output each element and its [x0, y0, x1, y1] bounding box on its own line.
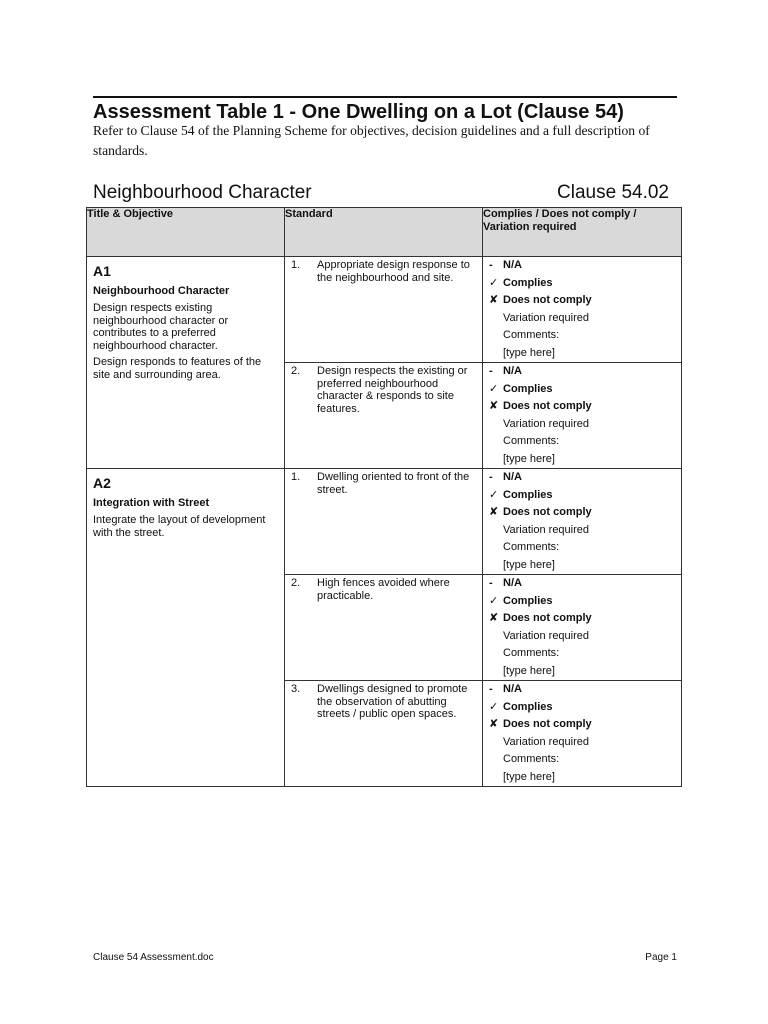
option-label: N/A	[503, 577, 522, 589]
comments-field[interactable]: [type here]	[503, 770, 555, 783]
comments-field[interactable]: [type here]	[503, 346, 555, 359]
standard-item	[285, 469, 482, 496]
compliance-cell	[483, 363, 682, 469]
comments-field[interactable]: [type here]	[503, 558, 555, 571]
standard-item	[285, 257, 482, 284]
cross-icon: ✘	[489, 718, 499, 730]
objective-name: Integration with Street	[93, 497, 210, 509]
section-clause: Clause 54.02	[557, 182, 669, 203]
dash-icon: -	[489, 259, 493, 271]
compliance-cell	[483, 575, 682, 681]
option-complies[interactable]	[489, 699, 675, 717]
option-label: Complies	[503, 594, 553, 607]
objective-description: Integrate the layout of development with the street.	[93, 514, 266, 539]
checkmark-icon: ✓	[489, 382, 499, 395]
option-label: Does not comply	[503, 294, 592, 306]
option-complies[interactable]	[489, 381, 675, 399]
assessment-table	[86, 207, 682, 787]
option-variation[interactable]: Variation required	[503, 735, 590, 748]
option-variation[interactable]: Variation required	[503, 311, 590, 324]
standard-cell	[285, 257, 483, 363]
standard-text: Appropriate design response to the neighbourhood and site.	[317, 259, 470, 284]
standard-cell	[285, 363, 483, 469]
footer-doc-name: Clause 54 Assessment.doc	[93, 952, 214, 963]
option-complies[interactable]	[489, 593, 675, 611]
standard-item	[285, 363, 482, 415]
standard-number: 2.	[291, 365, 301, 377]
dash-icon: -	[489, 577, 493, 589]
option-label: Does not comply	[503, 718, 592, 730]
table-row	[87, 469, 682, 575]
footer-page-number: Page 1	[645, 952, 677, 963]
cross-icon: ✘	[489, 612, 499, 624]
objective-code: A1	[93, 263, 111, 279]
header-compliance: Complies / Does not comply / Variation required	[483, 208, 682, 257]
objective-name: Neighbourhood Character	[93, 285, 230, 297]
standard-number: 3.	[291, 683, 301, 695]
checkmark-icon: ✓	[489, 700, 499, 713]
standard-number: 1.	[291, 259, 301, 271]
compliance-options	[483, 469, 681, 574]
checkmark-icon: ✓	[489, 594, 499, 607]
option-label: Does not comply	[503, 506, 592, 518]
comments-field[interactable]: [type here]	[503, 664, 555, 677]
title-rule	[93, 96, 677, 124]
objective-code: A2	[93, 475, 111, 491]
header-standard: Standard	[285, 208, 483, 257]
comments-field[interactable]: [type here]	[503, 452, 555, 465]
dash-icon: -	[489, 365, 493, 377]
standard-number: 2.	[291, 577, 301, 589]
objective-block	[87, 469, 284, 547]
standard-text: High fences avoided where practicable.	[317, 577, 450, 602]
comments-label: Comments:	[503, 329, 560, 341]
compliance-cell	[483, 257, 682, 363]
option-na[interactable]	[489, 363, 675, 381]
standard-cell	[285, 575, 483, 681]
option-complies[interactable]	[489, 275, 675, 293]
section-name: Neighbourhood Character	[93, 182, 312, 203]
cross-icon: ✘	[489, 400, 499, 412]
objective-block	[87, 257, 284, 389]
compliance-cell	[483, 469, 682, 575]
option-na[interactable]	[489, 575, 675, 593]
section-heading	[93, 181, 669, 205]
option-does-not-comply[interactable]	[489, 716, 675, 734]
option-na[interactable]	[489, 257, 675, 275]
compliance-options	[483, 363, 681, 468]
option-variation[interactable]: Variation required	[503, 523, 590, 536]
objective-description: Design responds to features of the site and surrounding area.	[93, 356, 262, 381]
option-label: N/A	[503, 365, 522, 377]
standard-cell	[285, 681, 483, 787]
standard-number: 1.	[291, 471, 301, 483]
checkmark-icon: ✓	[489, 276, 499, 289]
intro-text: Refer to Clause 54 of the Planning Scheme for objectives, decision guidelines and a full description of standards.	[93, 123, 650, 158]
standard-text: Dwelling oriented to front of the street.	[317, 471, 470, 496]
standard-item	[285, 575, 482, 602]
option-label: N/A	[503, 683, 522, 695]
cross-icon: ✘	[489, 506, 499, 518]
option-na[interactable]	[489, 469, 675, 487]
option-na[interactable]	[489, 681, 675, 699]
comments-label: Comments:	[503, 647, 560, 659]
option-label: Complies	[503, 276, 553, 289]
option-label: Does not comply	[503, 612, 592, 624]
objective-description: Design respects existing neighbourhood character or contributes to a preferred neighbourhood character.	[93, 302, 229, 352]
checkmark-icon: ✓	[489, 488, 499, 501]
option-label: Does not comply	[503, 400, 592, 412]
standard-text: Design respects the existing or preferred neighbourhood character & responds to site features.	[317, 365, 468, 415]
compliance-options	[483, 575, 681, 680]
compliance-options	[483, 681, 681, 786]
option-variation[interactable]: Variation required	[503, 629, 590, 642]
objective-cell	[87, 469, 285, 787]
option-label: Complies	[503, 488, 553, 501]
option-does-not-comply[interactable]	[489, 398, 675, 416]
compliance-cell	[483, 681, 682, 787]
table-header-row	[87, 208, 682, 257]
standard-item	[285, 681, 482, 721]
table-row	[87, 257, 682, 363]
comments-label: Comments:	[503, 435, 560, 447]
header-title-objective: Title & Objective	[87, 208, 285, 257]
comments-label: Comments:	[503, 753, 560, 765]
dash-icon: -	[489, 683, 493, 695]
option-does-not-comply[interactable]	[489, 292, 675, 310]
standard-text: Dwellings designed to promote the observation of abutting streets / public open spaces.	[317, 683, 468, 720]
comments-label: Comments:	[503, 541, 560, 553]
option-label: N/A	[503, 471, 522, 483]
option-label: N/A	[503, 259, 522, 271]
page-title: Assessment Table 1 - One Dwelling on a Lot (Clause 54)	[93, 101, 624, 123]
option-label: Complies	[503, 382, 553, 395]
cross-icon: ✘	[489, 294, 499, 306]
standard-cell	[285, 469, 483, 575]
option-complies[interactable]	[489, 487, 675, 505]
dash-icon: -	[489, 471, 493, 483]
option-label: Complies	[503, 700, 553, 713]
option-does-not-comply[interactable]	[489, 610, 675, 628]
option-variation[interactable]: Variation required	[503, 417, 590, 430]
option-does-not-comply[interactable]	[489, 504, 675, 522]
compliance-options	[483, 257, 681, 362]
objective-cell	[87, 257, 285, 469]
